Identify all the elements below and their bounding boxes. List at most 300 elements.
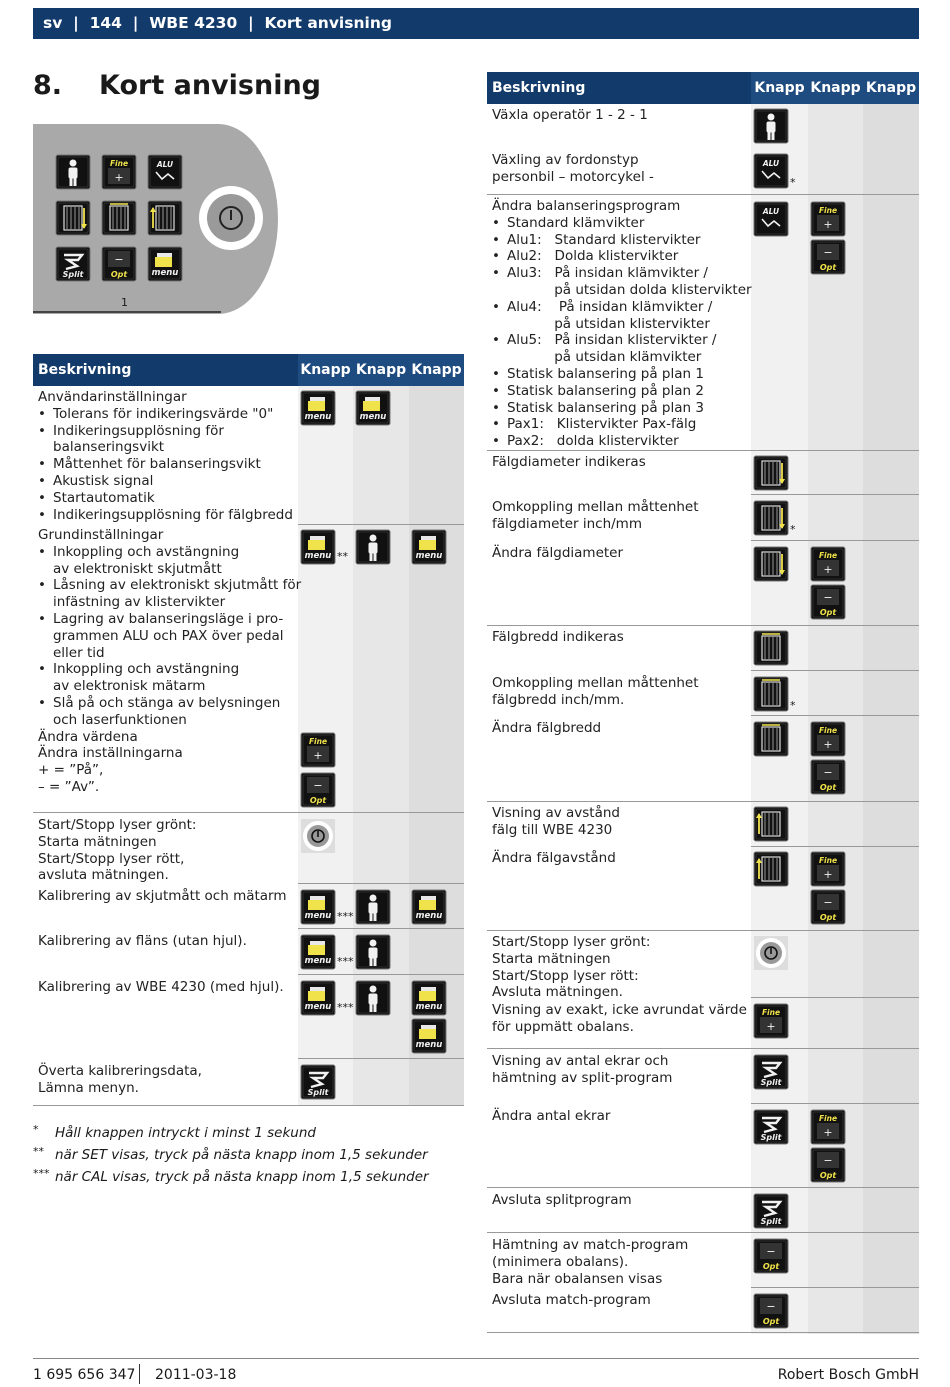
text-line: Bara när obalansen visas xyxy=(492,1270,663,1287)
row-divider xyxy=(487,1232,919,1233)
row-divider xyxy=(298,524,464,525)
row-divider xyxy=(751,1103,919,1104)
page-title: Kort anvisning xyxy=(99,70,322,101)
table-row-description xyxy=(492,1192,632,1209)
table-row-description xyxy=(492,1053,672,1087)
rim-width-icon xyxy=(753,676,789,712)
rim-width-icon xyxy=(753,630,789,666)
bullet-item: • Låsning av elektroniskt skjutmått för xyxy=(38,577,302,594)
rim-distance-icon xyxy=(753,851,789,887)
footnote-marker: * xyxy=(790,176,796,189)
split-icon xyxy=(753,1054,789,1090)
bullet-icon: • xyxy=(38,694,46,711)
person-icon xyxy=(753,108,789,144)
bullet-item: • Statisk balansering på plan 1 xyxy=(492,365,704,382)
svg-text:−: − xyxy=(823,896,833,909)
svg-text:menu: menu xyxy=(304,956,332,966)
text-line: på utsidan klämvikter xyxy=(507,349,702,366)
person-icon xyxy=(355,889,391,925)
menu-icon xyxy=(300,980,336,1016)
footnote xyxy=(33,1166,429,1188)
bullet-item: • Statisk balansering på plan 2 xyxy=(492,382,704,399)
fine-plus-icon xyxy=(300,732,336,768)
column-header-button: Knapp xyxy=(863,72,919,104)
svg-text:Opt: Opt xyxy=(819,608,837,617)
row-divider xyxy=(751,715,919,716)
text-line: Växling av fordonstyp xyxy=(492,152,639,168)
column-header-button: Knapp xyxy=(409,354,464,386)
row-divider xyxy=(751,846,919,847)
keypad-illustration xyxy=(33,124,278,314)
row-divider xyxy=(487,1048,919,1049)
column-background xyxy=(863,104,919,1334)
start-stop-icon xyxy=(300,818,336,854)
company-name: Robert Bosch GmbH xyxy=(777,1367,919,1383)
svg-text:ALU: ALU xyxy=(762,207,780,216)
header-page: 144 xyxy=(89,14,122,32)
section-number: 8. xyxy=(33,70,63,101)
table-row-description xyxy=(38,933,247,950)
svg-text:Split: Split xyxy=(307,1088,329,1097)
table-row-description xyxy=(492,499,699,533)
person-icon xyxy=(55,154,91,190)
header-model: WBE 4230 xyxy=(149,14,238,32)
table-row-description xyxy=(492,805,620,839)
bullet-icon: • xyxy=(38,610,46,627)
table-row-description xyxy=(492,1002,747,1036)
text-line: Kalibrering av skjutmått och mätarm xyxy=(38,888,287,904)
bullet-icon: • xyxy=(492,365,500,382)
text-line: + = ”På”, xyxy=(38,762,104,779)
table-row-description xyxy=(492,198,752,450)
row-divider xyxy=(487,194,919,195)
row-divider xyxy=(33,812,464,813)
opt-minus-icon xyxy=(810,584,846,620)
svg-text:+: + xyxy=(823,563,833,576)
text-line: personbil – motorcykel - xyxy=(492,168,654,185)
menu-icon xyxy=(411,1018,447,1054)
text-line: Ändra balanseringsprogram xyxy=(492,198,681,214)
table-row-description xyxy=(492,629,624,646)
svg-text:ALU: ALU xyxy=(156,160,174,169)
svg-text:menu: menu xyxy=(415,551,443,561)
svg-text:−: − xyxy=(114,253,124,266)
svg-text:menu: menu xyxy=(415,1002,443,1012)
alu-icon xyxy=(753,201,789,237)
table-row-description xyxy=(38,389,293,523)
column-header-button: Knapp xyxy=(298,354,353,386)
table-row-description xyxy=(492,720,601,737)
text-line: Växla operatör 1 - 2 - 1 xyxy=(492,107,648,123)
svg-text:+: + xyxy=(766,1020,776,1033)
footnote-marker: * xyxy=(790,699,796,712)
bullet-icon: • xyxy=(38,405,46,422)
footnote-marker: ** xyxy=(337,550,348,563)
svg-text:Fine: Fine xyxy=(761,1008,781,1017)
text-line: Kalibrering av WBE 4230 (med hjul). xyxy=(38,979,284,995)
bullet-item: • Tolerans för indikeringsvärde "0" xyxy=(38,405,274,422)
menu-icon xyxy=(411,889,447,925)
footnote-text: Håll knappen intryckt i minst 1 sekund xyxy=(55,1125,316,1141)
bullet-icon: • xyxy=(492,433,500,450)
footnote-marker: * xyxy=(790,523,796,536)
bullet-icon: • xyxy=(38,661,46,678)
svg-text:Split: Split xyxy=(62,270,84,279)
footnote-marker: *** xyxy=(337,1001,354,1014)
footnote-text: när CAL visas, tryck på nästa knapp inom 1,5 sekunder xyxy=(55,1169,429,1185)
table-row-description xyxy=(492,454,646,471)
text-line: fälg till WBE 4230 xyxy=(492,821,613,838)
footnote-mark: * xyxy=(33,1123,39,1136)
bullet-icon: • xyxy=(492,248,500,265)
opt-minus-icon xyxy=(101,246,137,282)
svg-text:Fine: Fine xyxy=(308,737,328,746)
column-background xyxy=(751,104,808,1334)
bullet-item: • Indikeringsupplösning för fälgbredd xyxy=(38,506,293,523)
svg-text:+: + xyxy=(823,738,833,751)
header-lang: sv xyxy=(43,14,63,32)
bullet-item: • Akustisk signal xyxy=(38,472,154,489)
svg-text:+: + xyxy=(823,1126,833,1139)
svg-text:−: − xyxy=(823,591,833,604)
opt-minus-icon xyxy=(300,772,336,808)
table-row-description xyxy=(492,545,623,562)
menu-icon xyxy=(300,889,336,925)
svg-text:menu: menu xyxy=(359,412,387,422)
bullet-icon: • xyxy=(492,399,500,416)
rim-distance-icon xyxy=(147,200,183,236)
text-line: på utsidan klistervikter xyxy=(507,315,710,332)
bullet-item: • Pax2: dolda klistervikter xyxy=(492,433,679,450)
bullet-item: • Alu4: På insidan klämvikter / xyxy=(492,298,713,315)
bullet-item: • Indikeringsupplösning för xyxy=(38,422,224,439)
alu-icon xyxy=(147,154,183,190)
text-line: Avsluta mätningen. xyxy=(492,984,623,1001)
text-line: Fälgbredd indikeras xyxy=(492,629,624,645)
rim-distance-icon xyxy=(753,806,789,842)
row-divider xyxy=(298,883,464,884)
svg-text:menu: menu xyxy=(304,551,332,561)
svg-text:Opt: Opt xyxy=(309,796,327,805)
svg-text:−: − xyxy=(766,1245,776,1258)
footer-separator xyxy=(139,1364,140,1384)
alu-icon xyxy=(753,153,789,189)
split-icon xyxy=(300,1064,336,1100)
text-line: av elektroniskt skjutmått xyxy=(53,560,222,577)
text-line: Ändra fälgbredd xyxy=(492,720,602,736)
rim-diameter-icon xyxy=(753,500,789,536)
bullet-item: • Alu2: Dolda klistervikter xyxy=(492,248,679,265)
svg-text:Fine: Fine xyxy=(818,551,838,560)
menu-icon xyxy=(355,390,391,426)
bullet-icon: • xyxy=(492,214,500,231)
bullet-item: • Startautomatik xyxy=(38,489,155,506)
table-row-description xyxy=(492,850,616,867)
row-divider xyxy=(751,540,919,541)
header-section: Kort anvisning xyxy=(264,14,392,32)
row-divider xyxy=(298,928,464,929)
svg-text:menu: menu xyxy=(304,412,332,422)
document-number: 1 695 656 347 xyxy=(33,1367,136,1383)
column-header-description: Beskrivning xyxy=(38,362,132,378)
bullet-icon: • xyxy=(38,472,46,489)
svg-text:Opt: Opt xyxy=(819,783,837,792)
svg-text:−: − xyxy=(766,1300,776,1313)
text-line: Kalibrering av fläns (utan hjul). xyxy=(38,933,247,949)
svg-text:ALU: ALU xyxy=(762,159,780,168)
menu-icon xyxy=(300,934,336,970)
menu-icon xyxy=(300,390,336,426)
row-divider xyxy=(751,670,919,671)
bullet-item: • Måttenhet för balanseringsvikt xyxy=(38,456,261,473)
bullet-item: • Inkoppling och avstängning xyxy=(38,543,240,560)
footnote xyxy=(33,1144,429,1166)
opt-minus-icon xyxy=(810,239,846,275)
opt-minus-icon xyxy=(810,889,846,925)
menu-icon xyxy=(147,246,183,282)
start-stop-icon xyxy=(753,935,789,971)
opt-minus-icon xyxy=(810,1147,846,1183)
left-table xyxy=(33,354,464,1106)
row-divider xyxy=(487,625,919,626)
text-line: Fälgdiameter indikeras xyxy=(492,454,646,470)
fine-plus-icon xyxy=(101,154,137,190)
text-line: – = ”Av”. xyxy=(38,778,100,795)
svg-text:Split: Split xyxy=(760,1133,782,1142)
right-table xyxy=(487,72,919,1334)
bullet-item: • Alu5: På insidan klistervikter / xyxy=(492,332,717,349)
svg-text:Fine: Fine xyxy=(818,1114,838,1123)
footnote-marker: *** xyxy=(337,955,354,968)
text-line: balanseringsvikt xyxy=(53,439,165,456)
text-line: eller tid xyxy=(53,644,105,661)
rim-diameter-icon xyxy=(55,200,91,236)
bullet-item: • Alu3: På insidan klämvikter / xyxy=(492,265,708,282)
opt-minus-icon xyxy=(753,1238,789,1274)
table-row-description xyxy=(492,152,654,186)
text-line: Avsluta match-program xyxy=(492,1292,651,1308)
text-line: Start/Stopp lyser grönt: xyxy=(492,934,651,950)
person-icon xyxy=(355,529,391,565)
bullet-item: • Inkoppling och avstängning xyxy=(38,661,240,678)
svg-text:Opt: Opt xyxy=(110,270,128,279)
document-date: 2011-03-18 xyxy=(155,1367,237,1383)
text-line: Grundinställningar xyxy=(38,527,164,543)
table-row-description xyxy=(38,888,287,905)
opt-minus-icon xyxy=(753,1293,789,1329)
footnotes xyxy=(33,1122,429,1188)
text-line: Starta mätningen xyxy=(38,833,157,850)
bullet-icon: • xyxy=(38,456,46,473)
svg-text:Fine: Fine xyxy=(818,856,838,865)
bullet-icon: • xyxy=(38,489,46,506)
text-line: (minimera obalans). xyxy=(492,1253,629,1270)
table-row-description xyxy=(492,1108,610,1125)
svg-text:Opt: Opt xyxy=(762,1262,780,1271)
fine-plus-icon xyxy=(810,851,846,887)
text-line: av elektronisk mätarm xyxy=(53,678,206,695)
svg-text:menu: menu xyxy=(304,911,332,921)
keypad-callout: 1 xyxy=(121,296,128,309)
text-line: Användarinställningar xyxy=(38,389,187,405)
text-line: Visning av exakt, icke avrundat värde xyxy=(492,1002,747,1018)
split-icon xyxy=(753,1109,789,1145)
table-row-description xyxy=(38,979,284,996)
svg-text:Opt: Opt xyxy=(762,1317,780,1326)
text-line: Start/Stopp lyser grönt: xyxy=(38,817,197,833)
text-line: Överta kalibreringsdata, xyxy=(38,1063,202,1079)
column-header-description: Beskrivning xyxy=(492,80,586,96)
text-line: avsluta mätningen. xyxy=(38,867,169,884)
bullet-icon: • xyxy=(38,422,46,439)
text-line: Starta mätningen xyxy=(492,950,611,967)
text-line: hämtning av split-program xyxy=(492,1069,673,1086)
table-header xyxy=(33,354,464,386)
row-divider xyxy=(487,930,919,931)
text-line: Visning av avstånd xyxy=(492,805,620,821)
text-line: Ändra värdena xyxy=(38,728,138,745)
text-line: Visning av antal ekrar och xyxy=(492,1053,669,1069)
menu-icon xyxy=(411,529,447,565)
bullet-item: • Slå på och stänga av belysningen xyxy=(38,694,281,711)
bullet-icon: • xyxy=(492,298,500,315)
bullet-icon: • xyxy=(38,577,46,594)
text-line: Start/Stopp lyser rött: xyxy=(492,967,639,984)
text-line: Omkoppling mellan måttenhet xyxy=(492,675,699,691)
row-divider xyxy=(487,450,919,451)
text-line: Omkoppling mellan måttenhet xyxy=(492,499,699,515)
bullet-icon: • xyxy=(38,543,46,560)
column-header-button: Knapp xyxy=(353,354,409,386)
svg-text:Opt: Opt xyxy=(819,263,837,272)
table-row-description xyxy=(38,817,196,884)
svg-text:Split: Split xyxy=(760,1078,782,1087)
svg-text:Opt: Opt xyxy=(819,913,837,922)
svg-text:menu: menu xyxy=(304,1002,332,1012)
text-line: fälgdiameter inch/mm xyxy=(492,515,642,532)
bullet-item: • Lagring av balanseringsläge i pro- xyxy=(38,610,284,627)
fine-plus-icon xyxy=(810,201,846,237)
rim-diameter-icon xyxy=(753,546,789,582)
row-divider xyxy=(751,997,919,998)
svg-text:+: + xyxy=(823,868,833,881)
row-divider xyxy=(751,494,919,495)
table-row-description xyxy=(492,675,699,709)
svg-text:menu: menu xyxy=(415,1040,443,1050)
svg-text:−: − xyxy=(823,246,833,259)
footer-rule xyxy=(33,1358,919,1359)
split-icon xyxy=(753,1193,789,1229)
text-line: Lämna menyn. xyxy=(38,1079,139,1096)
bullet-icon: • xyxy=(492,416,500,433)
footnote-marker: *** xyxy=(337,910,354,923)
text-line: på utsidan dolda klistervikter xyxy=(507,281,752,298)
column-header-button: Knapp xyxy=(808,72,863,104)
svg-text:Fine: Fine xyxy=(109,159,129,168)
split-icon xyxy=(55,246,91,282)
bullet-item: • Standard klämvikter xyxy=(492,214,645,231)
person-icon xyxy=(355,934,391,970)
svg-text:Fine: Fine xyxy=(818,726,838,735)
row-divider xyxy=(487,801,919,802)
svg-text:Opt: Opt xyxy=(819,1171,837,1180)
bullet-icon: • xyxy=(492,231,500,248)
svg-text:−: − xyxy=(823,1154,833,1167)
footnote-mark: ** xyxy=(33,1145,44,1158)
svg-text:menu: menu xyxy=(415,911,443,921)
row-divider xyxy=(751,1287,919,1288)
footnote-mark: *** xyxy=(33,1167,50,1180)
svg-text:menu: menu xyxy=(151,268,179,278)
rim-width-icon xyxy=(753,721,789,757)
person-icon xyxy=(355,980,391,1016)
menu-icon xyxy=(300,529,336,565)
text-line: Start/Stopp lyser rött, xyxy=(38,850,185,867)
menu-icon xyxy=(411,980,447,1016)
fine-plus-icon xyxy=(810,721,846,757)
table-row-description xyxy=(492,107,648,124)
bullet-item: • Pax1: Klistervikter Pax-fälg xyxy=(492,416,697,433)
fine-plus-icon xyxy=(810,1109,846,1145)
bullet-item: • Alu1: Standard klistervikter xyxy=(492,231,701,248)
rim-width-icon xyxy=(101,200,137,236)
svg-text:Split: Split xyxy=(760,1217,782,1226)
svg-text:−: − xyxy=(823,766,833,779)
svg-text:+: + xyxy=(823,218,833,231)
text-line: fälgbredd inch/mm. xyxy=(492,691,625,708)
text-line: Ändra inställningarna xyxy=(38,745,183,762)
svg-text:−: − xyxy=(313,779,323,792)
text-line: grammen ALU och PAX över pedal xyxy=(53,627,284,644)
table-row-description xyxy=(492,934,650,1001)
text-line: Ändra antal ekrar xyxy=(492,1108,611,1124)
row-divider xyxy=(487,1332,919,1333)
svg-text:+: + xyxy=(313,749,323,762)
bullet-icon: • xyxy=(492,265,500,282)
text-line: Ändra fälgdiameter xyxy=(492,545,624,561)
opt-minus-icon xyxy=(810,759,846,795)
table-row-description xyxy=(492,1237,688,1287)
page-header: sv | 144 | WBE 4230 | Kort anvisning xyxy=(33,8,919,39)
footnote xyxy=(33,1122,429,1144)
footnote-text: när SET visas, tryck på nästa knapp inom 1,5 sekunder xyxy=(55,1147,428,1163)
table-row-description xyxy=(492,1292,651,1309)
row-divider xyxy=(298,974,464,975)
text-line: Ändra fälgavstånd xyxy=(492,850,616,866)
table-header xyxy=(487,72,919,104)
fine-plus-icon xyxy=(810,546,846,582)
text-line: och laserfunktionen xyxy=(53,711,187,728)
row-divider xyxy=(487,1187,919,1188)
text-line: Avsluta splitprogram xyxy=(492,1192,632,1208)
row-divider xyxy=(298,1058,464,1059)
row-divider xyxy=(33,1105,464,1106)
column-header-button: Knapp xyxy=(751,72,808,104)
text-line: för uppmätt obalans. xyxy=(492,1018,634,1035)
svg-text:Fine: Fine xyxy=(818,206,838,215)
text-line: infästning av klistervikter xyxy=(53,594,226,611)
table-row-description xyxy=(38,527,301,796)
bullet-icon: • xyxy=(492,382,500,399)
text-line: Hämtning av match-program xyxy=(492,1237,689,1253)
bullet-item: • Statisk balansering på plan 3 xyxy=(492,399,704,416)
bullet-icon: • xyxy=(38,506,46,523)
table-row-description xyxy=(38,1063,202,1097)
fine-plus-icon xyxy=(753,1003,789,1039)
bullet-icon: • xyxy=(492,332,500,349)
svg-text:+: + xyxy=(114,171,124,184)
rim-diameter-icon xyxy=(753,455,789,491)
